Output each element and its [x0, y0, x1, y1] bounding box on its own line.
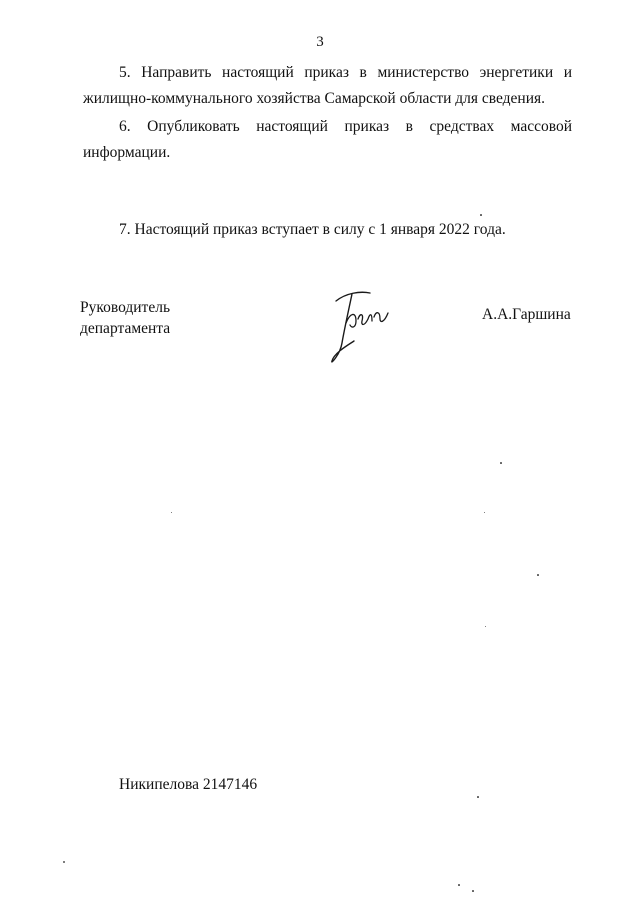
signatory-position-line: Руководитель	[80, 299, 171, 316]
paragraph-line: 5. Направить настоящий приказ в министерство энергетики и	[119, 64, 572, 81]
scan-speck	[458, 884, 460, 886]
signatory-position-line: департамента	[80, 320, 171, 337]
scan-speck	[484, 512, 485, 513]
signatory-name: А.А.Гаршина	[482, 306, 571, 323]
paragraph-item-5	[83, 60, 572, 86]
signatory-position	[80, 297, 170, 339]
paragraph-item-5-cont	[83, 86, 572, 112]
scan-speck	[480, 214, 482, 216]
executor-contact: Никипелова 2147146	[119, 776, 258, 793]
paragraph-line: жилищно-коммунального хозяйства Самарской области для сведения.	[83, 90, 546, 107]
scan-speck	[537, 574, 539, 576]
scan-speck	[500, 462, 502, 464]
page-number: 3	[316, 34, 324, 50]
scan-speck	[63, 861, 65, 863]
paragraph-line: информации.	[83, 144, 171, 161]
paragraph-line: 6. Опубликовать настоящий приказ в средствах массовой	[119, 118, 572, 135]
scan-speck	[472, 890, 474, 892]
scan-speck	[477, 796, 479, 798]
paragraph-item-6	[83, 114, 572, 140]
handwritten-signature	[318, 283, 408, 373]
paragraph-item-6-cont	[83, 140, 572, 166]
scan-speck	[485, 626, 486, 627]
scan-speck	[171, 512, 172, 513]
paragraph-item-7: 7. Настоящий приказ вступает в силу с 1 января 2022 года.	[119, 221, 506, 238]
